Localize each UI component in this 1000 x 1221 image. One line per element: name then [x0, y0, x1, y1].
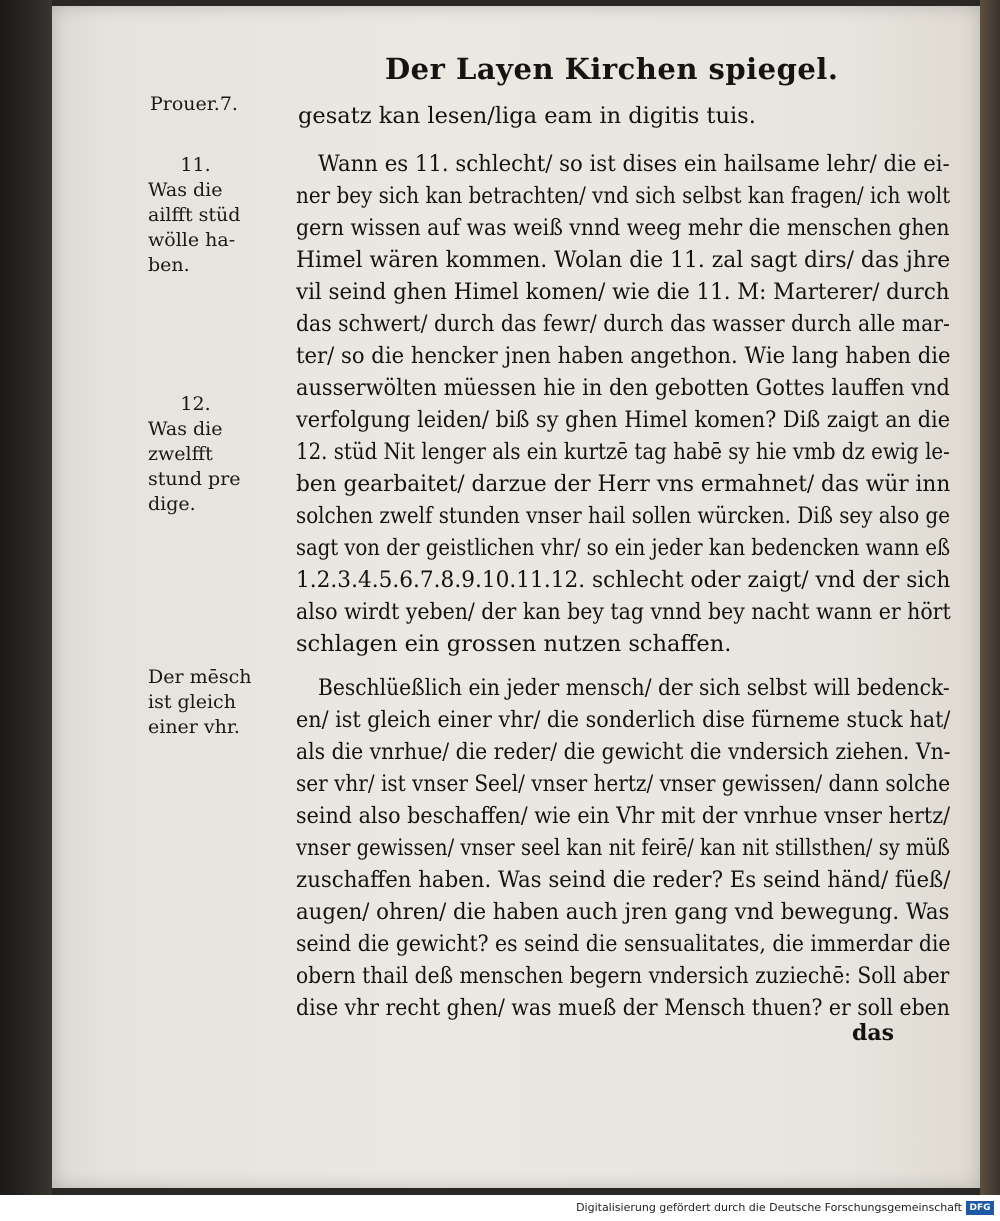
margin-note-human-clock [148, 665, 252, 740]
catchword: das [852, 1020, 895, 1046]
funding-notice: Digitalisierung gefördert durch die Deutsche Forschungsgemeinschaft [576, 1201, 962, 1214]
margin-note-line: ailfft stüd [148, 204, 241, 226]
running-head: Der Layen Kirchen spiegel. [385, 52, 839, 86]
body-line: seind die gewicht? es seind die sensualitates, die immerdar die [296, 931, 951, 957]
body-line: dise vhr recht ghen/ was mueß der Mensch thuen? er soll eben [296, 995, 950, 1021]
margin-note-prouerbs [150, 92, 245, 117]
body-line: Beschlüeßlich ein jeder mensch/ der sich selbst will bedenck- [318, 675, 950, 701]
margin-note-line: Der mēsch [148, 666, 252, 688]
body-line: 1.2.3.4.5.6.7.8.9.10.11.12. schlecht oder zaigt/ vnd der sich [296, 567, 951, 593]
margin-note-line: Prouer.7. [150, 93, 238, 115]
body-line: Himel wären kommen. Wolan die 11. zal sagt dirs/ das jhre [296, 247, 951, 273]
margin-note-line: 12. [180, 393, 211, 415]
body-line: also wirdt yeben/ der kan bey tag vnnd bey nacht wann er hört [296, 599, 951, 625]
body-line: gern wissen auf was weiß vnnd weeg mehr die menschen ghen [296, 215, 950, 241]
body-line: seind also beschaffen/ wie ein Vhr mit der vnrhue vnser hertz/ [296, 803, 951, 829]
margin-note-eleven [148, 153, 243, 278]
body-line: obern thail deß menschen begern vndersich zuziechē: Soll aber [296, 963, 950, 989]
dfg-logo-icon: DFG [966, 1201, 994, 1215]
body-line: das schwert/ durch das fewr/ durch das wasser durch alle mar- [296, 311, 950, 337]
body-line: vnser gewissen/ vnser seel kan nit feirē/ kan nit stillsthen/ sy müß [296, 835, 950, 861]
body-line: ter/ so die hencker jnen haben angethon. Wie lang haben die [296, 343, 951, 369]
body-line: 12. stüd Nit lenger als ein kurtzē tag habē sy hie vmb dz ewig le- [296, 439, 950, 465]
footer-bar [0, 1195, 1000, 1221]
margin-note-twelve [148, 392, 243, 517]
margin-note-line: wölle ha- [148, 229, 236, 251]
body-line: sagt von der geistlichen vhr/ so ein jeder kan bedencken wann eß [296, 535, 951, 561]
body-line: ner bey sich kan betrachten/ vnd sich selbst kan fragen/ ich wolt [296, 183, 951, 209]
margin-note-line: 11. [180, 154, 211, 176]
body-line: verfolgung leiden/ biß sy ghen Himel komen? Diß zaigt an die [296, 407, 951, 433]
body-line: en/ ist gleich einer vhr/ die sonderlich dise fürneme stuck hat/ [296, 707, 951, 733]
body-line: ausserwölten müessen hie in den gebotten Gottes lauffen vnd [296, 375, 950, 401]
body-line: schlagen ein grossen nutzen schaffen. [296, 631, 732, 657]
body-line: vil seind ghen Himel komen/ wie die 11. M: Marterer/ durch [296, 279, 950, 305]
body-line: Wann es 11. schlecht/ so ist dises ein hailsame lehr/ die ei- [318, 151, 950, 177]
body-line: als die vnrhue/ die reder/ die gewicht die vndersich ziehen. Vn- [296, 739, 951, 765]
margin-note-line: Was die [148, 179, 223, 201]
body-line: zuschaffen haben. Was seind die reder? Es seind händ/ füeß/ [296, 867, 951, 893]
margin-note-line: zwelfft [148, 443, 213, 465]
body-line: solchen zwelf stunden vnser hail sollen würcken. Diß sey also ge [296, 503, 950, 529]
book-spine-edge [0, 0, 52, 1195]
body-line: ben gearbaitet/ darzue der Herr vns ermahnet/ das wür inn [296, 471, 951, 497]
margin-note-line: Was die [148, 418, 223, 440]
body-line: augen/ ohren/ die haben auch jren gang vnd bewegung. Was [296, 899, 950, 925]
margin-note-line: dige. [148, 493, 196, 515]
book-fore-edge [980, 0, 1000, 1195]
body-line: ser vhr/ ist vnser Seel/ vnser hertz/ vnser gewissen/ dann solche [296, 771, 951, 797]
margin-note-line: einer vhr. [148, 716, 240, 738]
margin-note-line: ist gleich [148, 691, 236, 713]
margin-note-line: stund pre [148, 468, 241, 490]
margin-note-line: ben. [148, 254, 190, 276]
body-line: gesatz kan lesen/liga eam in digitis tuis. [298, 103, 756, 129]
